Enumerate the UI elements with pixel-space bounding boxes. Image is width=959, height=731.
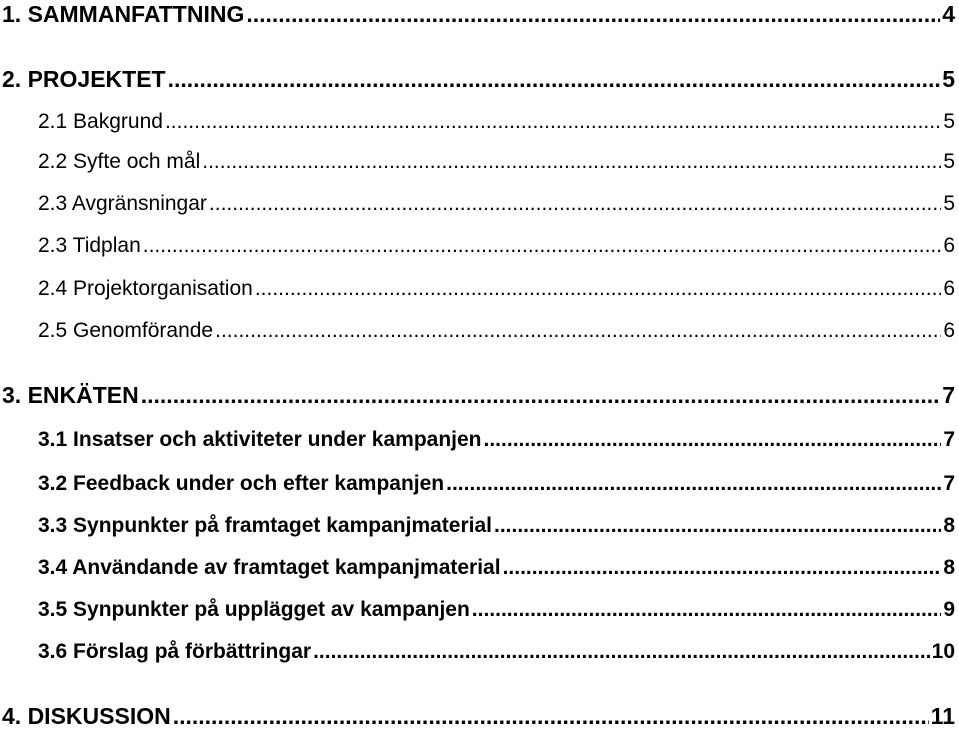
toc-entry-label: 2.3 Tidplan bbox=[38, 234, 141, 257]
toc-entry-page: 8 bbox=[943, 556, 955, 579]
toc-entry-label: 3.3 Synpunkter på framtaget kampanjmaterial bbox=[38, 514, 492, 537]
toc-entry-synpunkter-upplagget[interactable] bbox=[38, 596, 955, 624]
dot-leader bbox=[215, 317, 941, 345]
toc-entry-page: 6 bbox=[943, 319, 955, 342]
toc-entry-insatser[interactable] bbox=[38, 426, 955, 454]
toc-entry-projektorganisation[interactable] bbox=[38, 275, 955, 303]
dot-leader bbox=[165, 108, 941, 136]
toc-entry-page: 8 bbox=[943, 514, 955, 537]
toc-entry-label: 2.2 Syfte och mål bbox=[38, 150, 201, 173]
dot-leader bbox=[168, 64, 941, 94]
dot-leader bbox=[143, 232, 942, 260]
dot-leader bbox=[472, 596, 942, 624]
toc-entry-enkaten[interactable] bbox=[2, 380, 955, 410]
toc-entry-synpunkter-material[interactable] bbox=[38, 512, 955, 540]
toc-entry-diskussion[interactable] bbox=[2, 701, 955, 731]
toc-entry-label: 2.5 Genomförande bbox=[38, 319, 214, 342]
dot-leader bbox=[209, 190, 941, 218]
toc-entry-label: 3.2 Feedback under och efter kampanjen bbox=[38, 472, 445, 495]
dot-leader bbox=[446, 470, 941, 498]
toc-entry-page: 11 bbox=[930, 703, 955, 729]
toc-entry-label: 3.4 Användande av framtaget kampanjmaterial bbox=[38, 556, 501, 579]
toc-entry-syfte-och-mal[interactable] bbox=[38, 148, 955, 176]
toc-entry-page: 5 bbox=[943, 192, 955, 215]
toc-entry-label: 3.1 Insatser och aktiviteter under kampanjen bbox=[38, 428, 482, 451]
toc-entry-page: 6 bbox=[943, 277, 955, 300]
toc-entry-bakgrund[interactable] bbox=[38, 108, 955, 136]
toc-entry-sammanfattning[interactable] bbox=[2, 0, 955, 29]
dot-leader bbox=[484, 426, 942, 454]
toc-entry-anvandande[interactable] bbox=[38, 554, 955, 582]
dot-leader bbox=[141, 380, 940, 410]
toc-entry-feedback[interactable] bbox=[38, 470, 955, 498]
toc-entry-label: 4. DISKUSSION bbox=[2, 703, 171, 729]
toc-entry-page: 5 bbox=[943, 150, 955, 173]
toc-entry-genomforande[interactable] bbox=[38, 317, 955, 345]
toc-entry-label: 2. PROJEKTET bbox=[2, 66, 166, 92]
toc-entry-label: 2.1 Bakgrund bbox=[38, 110, 163, 133]
dot-leader bbox=[202, 148, 941, 176]
toc-entry-page: 10 bbox=[931, 640, 955, 663]
dot-leader bbox=[246, 0, 940, 29]
dot-leader bbox=[503, 554, 942, 582]
toc-entry-page: 6 bbox=[943, 234, 955, 257]
toc-entry-label: 1. SAMMANFATTNING bbox=[2, 1, 245, 27]
toc-entry-projektet[interactable] bbox=[2, 64, 955, 94]
toc-entry-label: 3.5 Synpunkter på upplägget av kampanjen bbox=[38, 598, 470, 621]
toc-entry-page: 7 bbox=[942, 382, 955, 408]
toc-entry-page: 5 bbox=[942, 66, 955, 92]
toc-entry-label: 2.3 Avgränsningar bbox=[38, 192, 207, 215]
toc-entry-page: 5 bbox=[943, 110, 955, 133]
toc-entry-avgransningar[interactable] bbox=[38, 190, 955, 218]
dot-leader bbox=[313, 638, 930, 666]
toc-entry-tidplan[interactable] bbox=[38, 232, 955, 260]
dot-leader bbox=[255, 275, 942, 303]
dot-leader bbox=[173, 701, 929, 731]
toc-entry-forslag[interactable] bbox=[38, 638, 955, 666]
toc-entry-page: 7 bbox=[943, 428, 955, 451]
toc-entry-page: 7 bbox=[943, 472, 955, 495]
toc-entry-page: 9 bbox=[943, 598, 955, 621]
toc-entry-page: 4 bbox=[942, 1, 955, 27]
dot-leader bbox=[494, 512, 941, 540]
toc-entry-label: 3.6 Förslag på förbättringar bbox=[38, 640, 312, 663]
toc-entry-label: 3. ENKÄTEN bbox=[2, 382, 139, 408]
toc-entry-label: 2.4 Projektorganisation bbox=[38, 277, 253, 300]
